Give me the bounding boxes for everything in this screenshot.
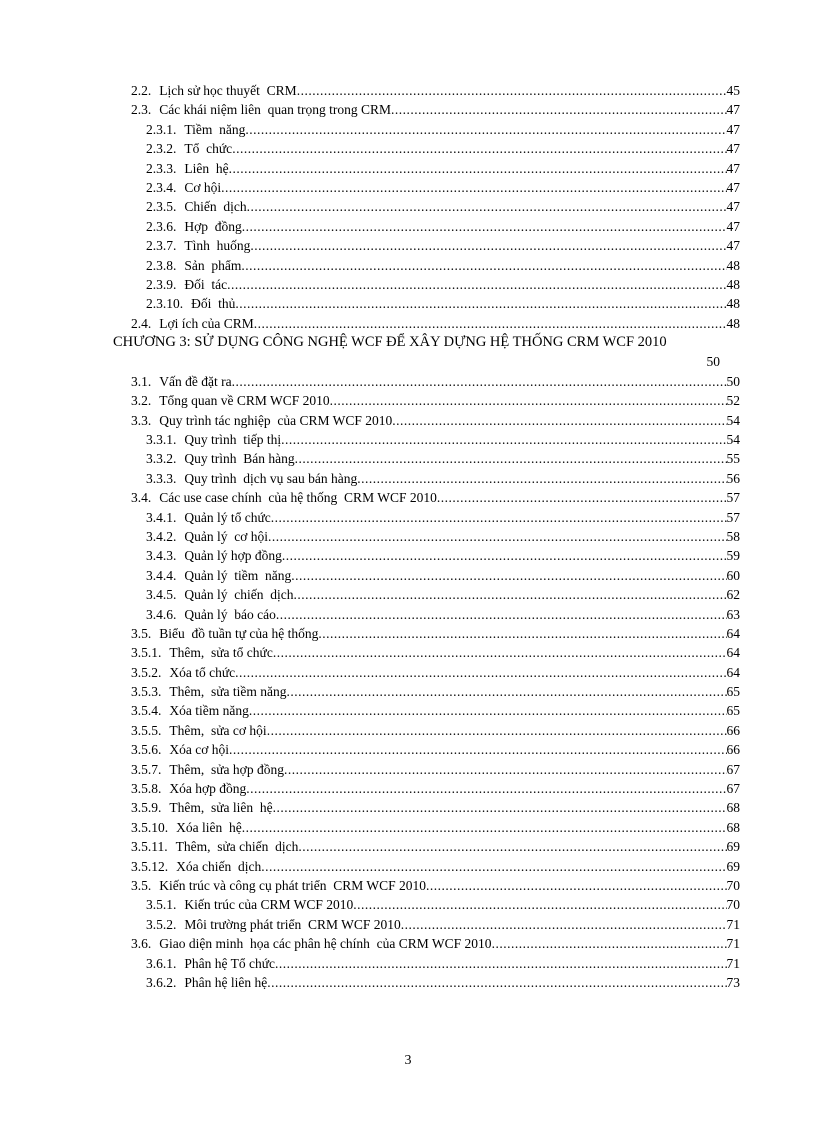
toc-entry-title: Phân hệ Tổ chức	[184, 955, 276, 971]
toc-entry-number: 2.3.3.	[146, 160, 177, 176]
toc-entry[interactable]	[0, 740, 740, 759]
toc-leader-dots	[235, 294, 726, 313]
toc-entry-label	[131, 837, 298, 856]
toc-entry-title: Các use case chính của hệ thống CRM WCF 2010	[159, 490, 437, 506]
toc-entry-label	[146, 954, 275, 973]
toc-entry-number: 3.5.11.	[131, 839, 168, 855]
toc-entry[interactable]	[0, 760, 740, 779]
toc-leader-dots	[241, 256, 726, 275]
toc-entry-label	[131, 391, 330, 410]
toc-entry-title: Xóa liên hệ	[176, 819, 242, 835]
toc-entry-number: 2.3.1.	[146, 121, 177, 137]
toc-entry-page: 65	[726, 703, 740, 719]
toc-leader-dots	[227, 275, 726, 294]
toc-leader-dots	[291, 566, 726, 585]
toc-entry-number: 3.5.1.	[146, 897, 177, 913]
toc-entry-title: Môi trường phát triển CRM WCF 2010	[184, 916, 401, 932]
toc-entry-number: 3.1.	[131, 373, 152, 389]
toc-entry-title: Biểu đồ tuần tự của hệ thống	[159, 625, 319, 641]
toc-entry-number: 3.5.1.	[131, 645, 162, 661]
toc-entry[interactable]	[0, 818, 740, 837]
toc-entry[interactable]	[0, 837, 740, 856]
toc-entry-number: 2.3.2.	[146, 141, 177, 157]
toc-entry-label	[146, 469, 357, 488]
toc-entry-label	[146, 294, 235, 313]
toc-entry-page: 71	[726, 916, 740, 932]
toc-entry-page: 47	[726, 102, 740, 118]
toc-entry-page: 68	[726, 819, 740, 835]
toc-leader-dots	[297, 81, 727, 100]
toc-leader-dots	[293, 585, 726, 604]
toc-leader-dots	[267, 973, 726, 992]
toc-entry[interactable]	[0, 566, 740, 585]
toc-entry-number: 2.4.	[131, 315, 152, 331]
toc-entry-page: 68	[726, 800, 740, 816]
toc-entry-title: Thêm, sửa tổ chức	[169, 645, 273, 661]
toc-leader-dots	[267, 721, 727, 740]
toc-entry-label	[131, 411, 392, 430]
toc-entry-title: Quản lý tiềm năng	[184, 567, 292, 583]
toc-entry-label	[131, 663, 235, 682]
toc-leader-dots	[250, 236, 726, 255]
toc-entry-label	[146, 973, 267, 992]
toc-entry-number: 2.3.5.	[146, 199, 177, 215]
toc-entry[interactable]	[0, 857, 740, 876]
toc-entry[interactable]	[0, 391, 740, 410]
toc-entry-number: 3.5.	[131, 878, 152, 893]
toc-entry[interactable]	[0, 120, 740, 139]
toc-entry-number: 3.5.	[131, 625, 152, 641]
toc-entry[interactable]	[0, 488, 740, 507]
toc-leader-dots	[232, 139, 726, 158]
toc-entry[interactable]	[0, 469, 740, 488]
toc-entry-page: 67	[726, 761, 740, 777]
toc-entry-label	[131, 798, 273, 817]
toc-entry-page: 60	[726, 567, 740, 583]
toc-entry[interactable]	[0, 527, 740, 546]
toc-entry[interactable]	[0, 585, 740, 604]
toc-entry-page: 65	[726, 684, 740, 700]
toc-entry-number: 3.2.	[131, 393, 152, 409]
toc-entry-title: Thêm, sửa chiến dịch	[175, 839, 299, 855]
toc-entry-label	[131, 701, 249, 720]
toc-entry-label	[146, 217, 242, 236]
toc-entry[interactable]	[0, 663, 740, 682]
toc-entry-title: Vấn đề đặt ra	[159, 373, 232, 389]
toc-entry-title: Các khái niệm liên quan trọng trong CRM	[159, 102, 391, 118]
toc-entry-number: 2.3.9.	[146, 276, 177, 292]
toc-entry-page: 47	[726, 121, 740, 137]
toc-entry-label	[131, 682, 287, 701]
toc-entry-label	[146, 605, 276, 624]
toc-leader-dots	[276, 605, 727, 624]
toc-entry-title: Liên hệ	[184, 160, 229, 176]
toc-entry[interactable]	[0, 682, 740, 701]
toc-entry-page: 73	[726, 974, 740, 990]
toc-entry-title: Quy trình tác nghiệp của CRM WCF 2010	[159, 412, 393, 428]
toc-leader-dots	[357, 469, 726, 488]
toc-entry-label	[146, 546, 282, 565]
toc-entry-title: Phân hệ liên hệ	[184, 974, 268, 990]
toc-entry-label	[146, 197, 247, 216]
toc-leader-dots	[391, 100, 727, 119]
toc-entry-number: 2.3.4.	[146, 179, 177, 195]
toc-entry-number: 3.5.3.	[131, 684, 162, 700]
toc-entry[interactable]	[0, 314, 740, 333]
toc-entry-page: 50	[726, 373, 740, 389]
toc-entry-page: 69	[726, 858, 740, 874]
toc-entry-title: Sản phẩm	[184, 257, 242, 273]
toc-leader-dots	[245, 120, 726, 139]
toc-entry-number: 3.5.8.	[131, 781, 162, 797]
toc-entry-number: 3.5.2.	[131, 664, 162, 680]
toc-entry-title: Quản lý hợp đồng	[184, 548, 282, 564]
toc-leader-dots	[254, 314, 727, 333]
toc-entry[interactable]	[0, 508, 740, 527]
toc-leader-dots	[353, 895, 726, 914]
toc-entry-label	[131, 760, 284, 779]
toc-entry-page: 47	[726, 141, 740, 157]
toc-entry-page: 70	[726, 897, 740, 913]
toc-leader-dots	[282, 546, 727, 565]
toc-entry[interactable]	[0, 100, 740, 119]
toc-entry-label	[146, 139, 232, 158]
toc-entry-number: 2.3.8.	[146, 257, 177, 273]
toc-entry-page: 55	[726, 451, 740, 467]
toc-entry-page: 56	[726, 470, 740, 486]
toc-entry-page: 48	[726, 276, 740, 292]
toc-entry[interactable]	[0, 876, 740, 895]
toc-entry-label	[146, 566, 291, 585]
chapter-page-number: 50	[706, 354, 720, 370]
toc-entry-title: Cơ hội	[184, 179, 222, 195]
toc-entry[interactable]	[0, 411, 740, 430]
toc-leader-dots	[426, 876, 727, 895]
toc-entry[interactable]	[0, 643, 740, 662]
toc-leader-dots	[295, 449, 727, 468]
toc-entry-number: 3.4.2.	[146, 528, 177, 544]
toc-entry-number: 3.4.	[131, 490, 152, 506]
toc-entry-title: Giao diện minh họa các phân hệ chính của CRM WCF 2010	[159, 936, 492, 952]
toc-entry-page: 57	[726, 490, 740, 506]
toc-section-chapter2	[0, 81, 816, 333]
toc-entry-page: 69	[726, 839, 740, 855]
toc-entry-page: 45	[726, 82, 740, 98]
toc-entry[interactable]	[0, 895, 740, 914]
toc-entry-label	[146, 915, 401, 934]
toc-entry-title: Tình huống	[184, 238, 251, 254]
toc-entry-label	[146, 449, 295, 468]
toc-entry[interactable]	[0, 798, 740, 817]
toc-entry-title: Đối thủ	[191, 296, 236, 312]
toc-entry-page: 47	[726, 199, 740, 215]
toc-leader-dots	[275, 954, 726, 973]
toc-entry-number: 3.3.3.	[146, 470, 177, 486]
toc-leader-dots	[298, 837, 726, 856]
toc-entry-number: 2.3.7.	[146, 238, 177, 254]
toc-leader-dots	[235, 663, 726, 682]
toc-leader-dots	[318, 624, 726, 643]
toc-entry-number: 2.3.6.	[146, 218, 177, 234]
toc-entry-page: 67	[726, 781, 740, 797]
toc-leader-dots	[232, 372, 727, 391]
toc-entry-title: Xóa tiềm năng	[169, 703, 249, 719]
toc-leader-dots	[273, 643, 727, 662]
toc-entry[interactable]	[0, 605, 740, 624]
toc-entry-page: 62	[726, 587, 740, 603]
toc-entry-number: 3.6.1.	[146, 955, 177, 971]
toc-entry-page: 59	[726, 548, 740, 564]
toc-entry-title: Thêm, sửa hợp đồng	[169, 761, 284, 777]
toc-entry[interactable]	[0, 934, 740, 953]
toc-entry-number: 3.3.1.	[146, 432, 177, 448]
toc-entry-number: 3.6.2.	[146, 974, 177, 990]
toc-entry[interactable]	[0, 779, 740, 798]
toc-entry-page: 47	[726, 160, 740, 176]
toc-leader-dots	[271, 508, 727, 527]
toc-entry-title: Hợp đồng	[184, 218, 242, 234]
toc-entry-number: 3.5.12.	[131, 858, 169, 874]
toc-entry[interactable]	[0, 294, 740, 313]
toc-entry[interactable]	[0, 139, 740, 158]
toc-leader-dots	[247, 197, 727, 216]
toc-section-chapter3	[0, 372, 816, 993]
toc-entry-label	[146, 275, 227, 294]
toc-leader-dots	[281, 430, 726, 449]
toc-entry-label	[131, 934, 492, 953]
toc-entry-number: 3.5.7.	[131, 761, 162, 777]
toc-entry-title: Tiềm năng	[184, 121, 246, 137]
toc-leader-dots	[287, 682, 727, 701]
toc-entry[interactable]	[0, 236, 740, 255]
toc-entry[interactable]	[0, 81, 740, 100]
toc-entry-title: Kiến trúc và công cụ phát triển CRM WCF 2010	[159, 878, 426, 893]
toc-entry-title: Xóa cơ hội	[169, 742, 229, 758]
toc-entry-label	[146, 120, 245, 139]
toc-leader-dots	[392, 411, 726, 430]
toc-entry-label	[146, 256, 241, 275]
toc-entry-number: 3.5.2.	[146, 916, 177, 932]
toc-entry-label	[146, 527, 268, 546]
toc-entry-title: Tổng quan về CRM WCF 2010	[159, 393, 330, 409]
toc-entry-number: 3.5.4.	[131, 703, 162, 719]
toc-entry[interactable]	[0, 372, 740, 391]
chapter-title: CHƯƠNG 3: SỬ DỤNG CÔNG NGHỆ WCF ĐỂ XÂY DỰNG HỆ THỐNG CRM WCF 2010	[113, 334, 667, 351]
toc-entry-number: 3.3.2.	[146, 451, 177, 467]
toc-entry-number: 2.3.	[131, 102, 152, 118]
toc-entry[interactable]	[0, 449, 740, 468]
toc-entry[interactable]	[0, 178, 740, 197]
toc-entry-page: 48	[726, 296, 740, 312]
toc-entry-page: 64	[726, 645, 740, 661]
toc-entry-label	[146, 430, 281, 449]
toc-entry-title: Quản lý chiến dịch	[184, 587, 294, 603]
toc-entry-number: 3.3.	[131, 412, 152, 428]
page-number: 3	[404, 1053, 412, 1068]
toc-entry-page: 47	[726, 179, 740, 195]
toc-entry[interactable]	[0, 702, 740, 721]
toc-entry-label	[131, 857, 261, 876]
toc-entry-title: Chiến dịch	[184, 199, 247, 215]
toc-entry-title: Xóa chiến dịch	[176, 858, 262, 874]
toc-entry[interactable]	[0, 973, 740, 992]
toc-entry-title: Tổ chức	[184, 141, 233, 157]
toc-entry-label	[131, 488, 437, 507]
toc-entry-title: Lịch sử học thuyết CRM	[159, 82, 297, 98]
toc-entry-number: 3.4.4.	[146, 567, 177, 583]
toc-entry-number: 3.6.	[131, 936, 152, 952]
toc-entry[interactable]	[0, 721, 740, 740]
toc-entry[interactable]	[0, 217, 740, 236]
toc-entry-title: Xóa hợp đồng	[169, 781, 247, 797]
toc-leader-dots	[330, 391, 727, 410]
toc-entry-number: 3.5.5.	[131, 722, 162, 738]
toc-entry-label	[131, 81, 297, 100]
toc-entry-title: Quy trình dịch vụ sau bán hàng	[184, 470, 358, 486]
toc-entry-label	[146, 178, 221, 197]
toc-entry[interactable]	[0, 275, 740, 294]
toc-entry-number: 3.4.3.	[146, 548, 177, 564]
toc-entry-title: Thêm, sửa cơ hội	[169, 722, 267, 738]
toc-entry-page: 48	[726, 315, 740, 331]
toc-entry-number: 2.2.	[131, 82, 152, 98]
toc-entry-title: Quản lý tổ chức	[184, 509, 271, 525]
toc-entry-label	[146, 236, 250, 255]
toc-entry-page: 58	[726, 528, 740, 544]
toc-entry-label	[131, 624, 318, 643]
toc-entry-page: 66	[726, 742, 740, 758]
toc-entry[interactable]	[0, 159, 740, 178]
toc-leader-dots	[229, 740, 727, 759]
toc-entry-number: 2.3.10.	[146, 296, 184, 312]
toc-leader-dots	[246, 779, 726, 798]
toc-entry-label	[131, 779, 246, 798]
toc-entry[interactable]	[0, 430, 740, 449]
toc-entry-title: Kiến trúc của CRM WCF 2010	[184, 897, 354, 913]
toc-leader-dots	[284, 760, 727, 779]
toc-entry-page: 71	[726, 955, 740, 971]
toc-entry-page: 54	[726, 432, 740, 448]
toc-entry-title: Quy trình Bán hàng	[184, 451, 295, 467]
toc-entry-label	[131, 721, 267, 740]
toc-entry-label	[131, 643, 273, 662]
toc-leader-dots	[242, 217, 727, 236]
toc-entry-page: 64	[726, 664, 740, 680]
toc-entry-number: 3.4.1.	[146, 509, 177, 525]
toc-entry-title: Quản lý báo cáo	[184, 606, 276, 622]
toc-leader-dots	[492, 934, 727, 953]
toc-entry-title: Quản lý cơ hội	[184, 528, 268, 544]
toc-entry[interactable]	[0, 256, 740, 275]
toc-entry-label	[131, 372, 232, 391]
toc-leader-dots	[242, 818, 727, 837]
toc-entry-page: 48	[726, 257, 740, 273]
toc-entry-page: 57	[726, 509, 740, 525]
toc-entry-page: 52	[726, 393, 740, 409]
toc-entry-page: 64	[726, 625, 740, 641]
toc-leader-dots	[268, 527, 727, 546]
toc-leader-dots	[249, 701, 727, 720]
toc-entry-label	[131, 818, 242, 837]
toc-entry-label	[131, 876, 426, 895]
toc-leader-dots	[261, 857, 726, 876]
toc-entry[interactable]	[0, 915, 740, 934]
toc-entry-label	[131, 314, 254, 333]
toc-entry-label	[146, 508, 271, 527]
table-of-contents	[0, 81, 816, 992]
toc-entry-title: Xóa tổ chức	[169, 664, 236, 680]
toc-entry-page: 70	[726, 878, 740, 893]
toc-entry-label	[146, 895, 353, 914]
toc-leader-dots	[221, 178, 726, 197]
toc-entry-number: 3.5.6.	[131, 742, 162, 758]
toc-entry-title: Lợi ích của CRM	[159, 315, 254, 331]
toc-leader-dots	[229, 159, 727, 178]
toc-entry-page: 54	[726, 412, 740, 428]
toc-entry-label	[146, 159, 229, 178]
toc-entry-page: 47	[726, 218, 740, 234]
toc-leader-dots	[401, 915, 727, 934]
toc-entry-number: 3.4.6.	[146, 606, 177, 622]
toc-chapter-heading	[0, 333, 816, 352]
toc-entry-page: 63	[726, 606, 740, 622]
toc-entry-title: Thêm, sửa liên hệ	[169, 800, 273, 816]
toc-leader-dots	[273, 798, 727, 817]
toc-entry-number: 3.4.5.	[146, 587, 177, 603]
toc-entry-number: 3.5.9.	[131, 800, 162, 816]
toc-entry[interactable]	[0, 197, 740, 216]
toc-entry-label	[131, 100, 391, 119]
toc-entry-page: 71	[726, 936, 740, 952]
toc-entry-page: 47	[726, 238, 740, 254]
toc-entry-label	[131, 740, 229, 759]
toc-entry-title: Đối tác	[184, 276, 228, 292]
toc-entry-label	[146, 585, 293, 604]
toc-chapter-continuation	[0, 352, 720, 371]
toc-leader-dots	[437, 488, 727, 507]
toc-entry-page: 66	[726, 722, 740, 738]
toc-entry[interactable]	[0, 624, 740, 643]
toc-entry[interactable]	[0, 546, 740, 565]
toc-entry-title: Quy trình tiếp thị	[184, 432, 282, 448]
toc-entry-title: Thêm, sửa tiềm năng	[169, 684, 287, 700]
toc-entry[interactable]	[0, 954, 740, 973]
toc-entry-number: 3.5.10.	[131, 819, 169, 835]
